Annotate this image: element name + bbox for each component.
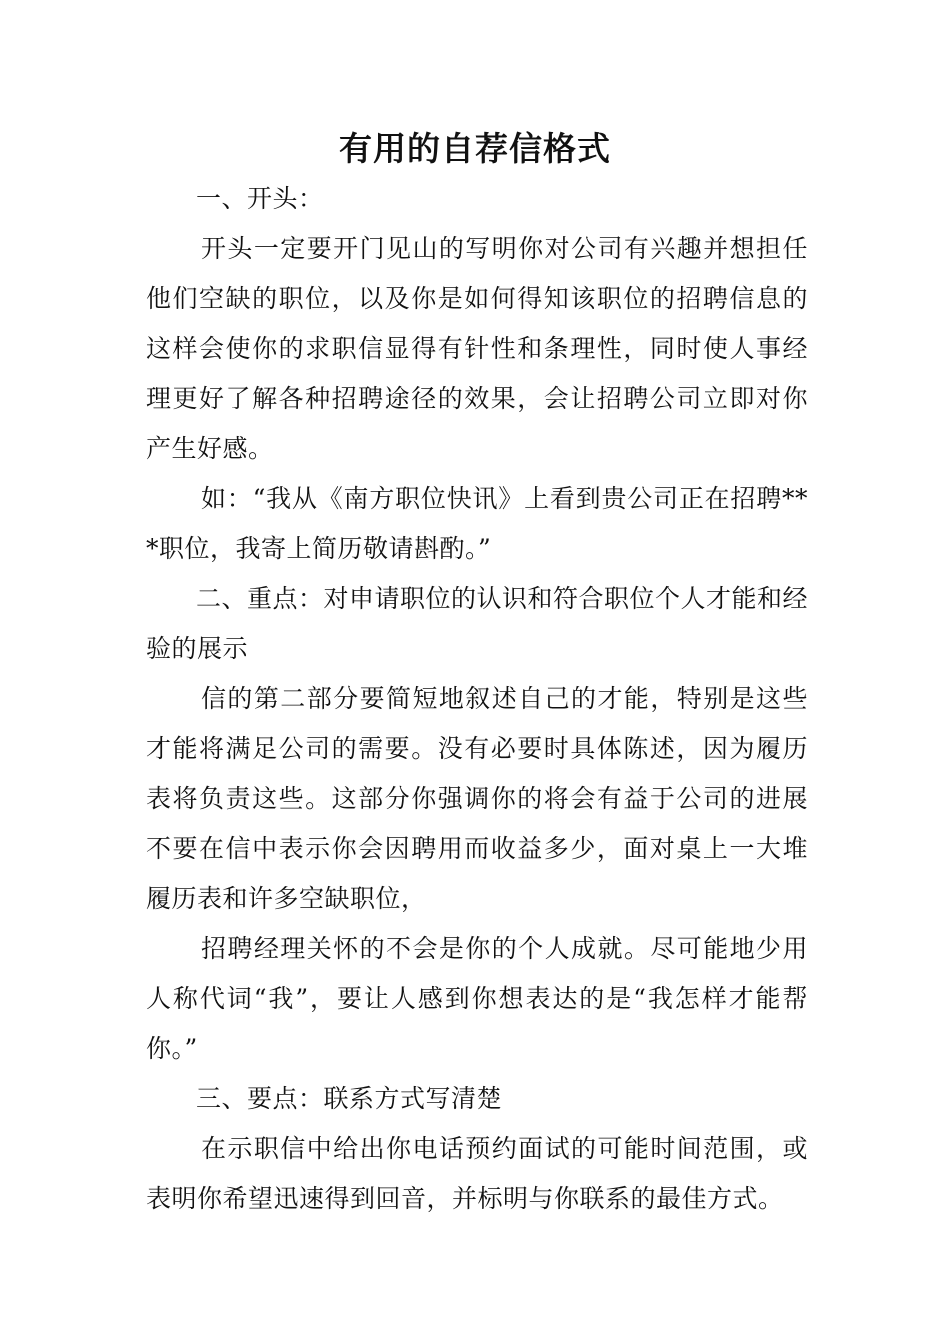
paragraph-example: 如：“我从《南方职位快讯》上看到贵公司正在招聘***职位，我寄上简历敬请斟酌。” [146, 484, 808, 563]
document-body [146, 174, 808, 1224]
paragraph-abilities: 信的第二部分要简短地叙述自己的才能，特别是这些才能将满足公司的需要。没有必要时具体陈述，因为履历表将负责这些。这部分你强调你的将会有益于公司的进展不要在信中表示你会因聘用而收益多少，面对桌上一大堆履历表和许多空缺职位， [146, 684, 808, 913]
section-heading-opening: 一、开头： [196, 184, 324, 213]
paragraph-contact: 在示职信中给出你电话预约面试的可能时间范围，或表明你希望迅速得到回音，并标明与你联系的最佳方式。 [146, 1134, 808, 1213]
section-heading-contact: 三、要点：联系方式写清楚 [196, 1084, 503, 1113]
document-title: 有用的自荐信格式 [339, 129, 611, 168]
paragraph-manager: 招聘经理关怀的不会是你的个人成就。尽可能地少用人称代词“我”，要让人感到你想表达的是“我怎样才能帮你。” [146, 934, 808, 1063]
paragraph-opening: 开头一定要开门见山的写明你对公司有兴趣并想担任他们空缺的职位，以及你是如何得知该职位的招聘信息的这样会使你的求职信显得有针性和条理性，同时使人事经理更好了解各种招聘途径的效果，会让招聘公司立即对你产生好感。 [146, 234, 808, 463]
section-heading-focus: 二、重点：对申请职位的认识和符合职位个人才能和经验的展示 [146, 584, 809, 663]
